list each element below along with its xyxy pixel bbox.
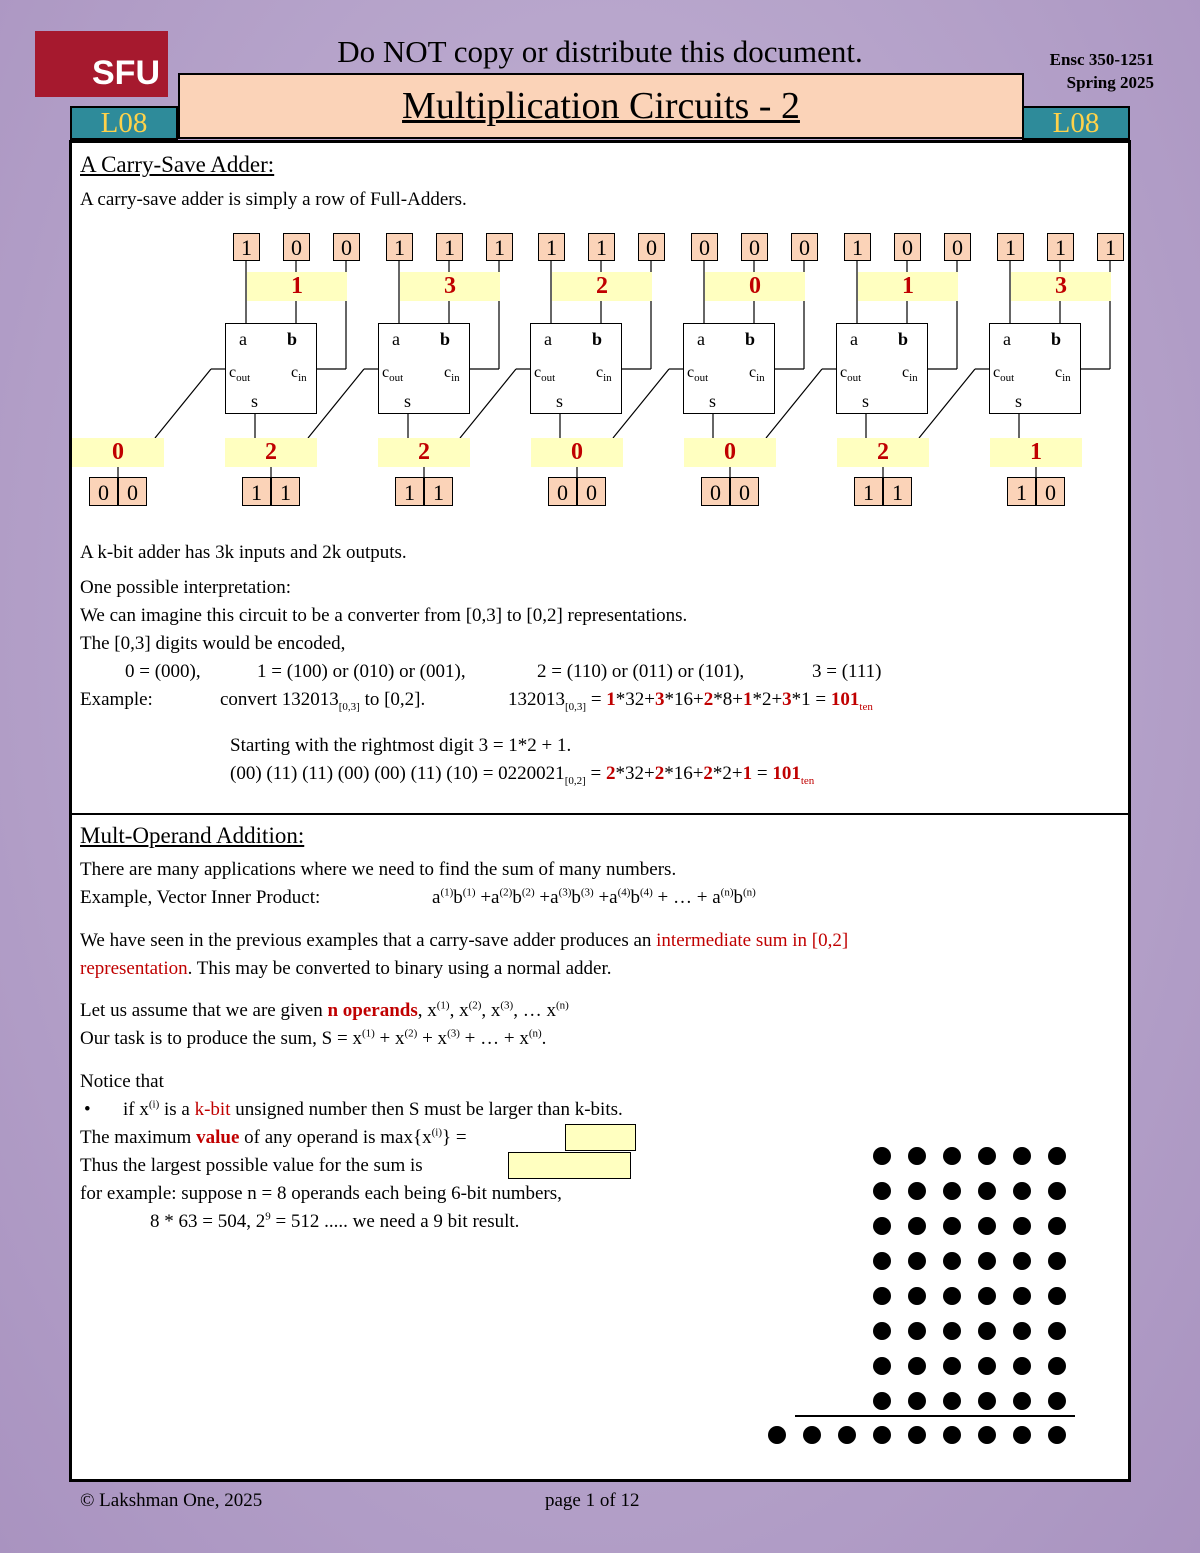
- operand-dot: [873, 1322, 891, 1340]
- operand-dot: [1048, 1217, 1066, 1235]
- operand-dot: [1013, 1182, 1031, 1200]
- input-bit: 0: [944, 233, 971, 261]
- csa-heading: A Carry-Save Adder:: [80, 152, 275, 177]
- fa-label-s: s: [556, 391, 564, 411]
- moa-line-3: We have seen in the previous examples that a carry-save adder produces an intermediate sum in [0,2]: [80, 930, 849, 951]
- operand-dot: [978, 1357, 996, 1375]
- result-dot: [978, 1426, 996, 1444]
- fa-label-cout: $c_{out}$: [687, 364, 709, 385]
- pairs-term-digit: 2: [654, 763, 665, 784]
- operand-dot: [978, 1392, 996, 1410]
- encoding-1: 1 = (100) or (010) or (001),: [257, 661, 466, 682]
- input-digit: 0: [749, 273, 761, 299]
- footer-copyright: © Lakshman One, 2025: [80, 1490, 263, 1511]
- fa-label-cout: $c_{out}$: [229, 364, 251, 385]
- output-bit: 1: [242, 477, 271, 506]
- operand-dot: [873, 1252, 891, 1270]
- max-answer-box[interactable]: [565, 1124, 636, 1151]
- moa-line-4: Let us assume that we are given n operands, $x^{(1)}$, $x^{(2)}$, $x^{(3)}$, … $x^{(n)}$: [80, 999, 569, 1021]
- result-dot: [838, 1426, 856, 1444]
- interp-line: One possible interpretation:: [80, 577, 292, 598]
- fa-label-cin: $c_{in}$: [444, 364, 460, 385]
- operand-dot: [1013, 1392, 1031, 1410]
- input-bit: 1: [538, 233, 565, 261]
- operand-dot: [908, 1357, 926, 1375]
- copy-notice: Do NOT copy or distribute this document.: [337, 34, 863, 69]
- moa-heading: Mult-Operand Addition:: [80, 823, 305, 848]
- operand-dot: [1048, 1182, 1066, 1200]
- result-dot: [1013, 1426, 1031, 1444]
- operand-dot: [1048, 1147, 1066, 1165]
- moa-line-5: Our task is to produce the sum, $S = x^{(1)} + x^{(2)} + x^{(3)}$ + … + $x^{(n)}$.: [80, 1027, 547, 1049]
- output-bit: 0: [577, 477, 606, 506]
- moa-inner-product-label: Example, Vector Inner Product:: [80, 887, 321, 908]
- input-bit: 1: [1097, 233, 1124, 261]
- operand-dot: [943, 1147, 961, 1165]
- operand-dot: [978, 1147, 996, 1165]
- operand-dot: [1013, 1322, 1031, 1340]
- operand-dot: [1013, 1287, 1031, 1305]
- input-bit: 1: [386, 233, 413, 261]
- operand-dot: [908, 1287, 926, 1305]
- pairs-term-digit: 2: [605, 763, 616, 784]
- wire-cout: [155, 369, 211, 438]
- fa-label-cout: $c_{out}$: [382, 364, 404, 385]
- operand-dot: [873, 1392, 891, 1410]
- operand-dot: [908, 1252, 926, 1270]
- input-bit: 1: [844, 233, 871, 261]
- input-bit: 0: [691, 233, 718, 261]
- output-digit: 2: [877, 439, 889, 465]
- input-digit: 2: [596, 273, 608, 299]
- pairs-equation: (00) (11) (11) (00) (00) (11) $(10) = 0220021_{[0,2]} = 2*32+2*16+2*2+1 = 101_{ten}$: [230, 763, 815, 787]
- fa-label-b: b: [287, 329, 298, 349]
- fa-label-cin: $c_{in}$: [749, 364, 765, 385]
- operand-dot: [1013, 1217, 1031, 1235]
- footer-page: page 1 of 12: [545, 1490, 640, 1511]
- operand-dot: [908, 1392, 926, 1410]
- operand-dot: [943, 1357, 961, 1375]
- input-bit: 1: [588, 233, 615, 261]
- output-digit: 2: [265, 439, 277, 465]
- output-digit: 1: [1030, 439, 1042, 465]
- converter-line: We can imagine this circuit to be a converter from [0,3] to [0,2] representations.: [80, 605, 688, 626]
- start-line: Starting with the rightmost digit 3 = 1*2 + 1.: [230, 735, 572, 756]
- fa-label-s: s: [404, 391, 412, 411]
- fa-label-a: a: [1003, 329, 1011, 349]
- lecture-badge-left: L08: [70, 106, 178, 140]
- output-bit: 1: [883, 477, 912, 506]
- example-convert: convert $132013_{[0,3]}$ to [0,2].: [220, 689, 426, 713]
- moa-line-1: There are many applications where we need to find the sum of many numbers.: [80, 859, 677, 880]
- operand-dot: [943, 1252, 961, 1270]
- input-digit: 3: [444, 273, 456, 299]
- sfu-logo: SFU: [35, 31, 168, 97]
- output-bit: 0: [89, 477, 118, 506]
- output-digit: 0: [724, 439, 736, 465]
- calc-line: 8 * 63 = 504, $2^9 = 512$ ..... we need a 9 bit result.: [150, 1210, 520, 1232]
- fa-label-a: a: [239, 329, 247, 349]
- input-digit: 1: [902, 273, 914, 299]
- input-bit: 0: [791, 233, 818, 261]
- fa-label-cin: $c_{in}$: [902, 364, 918, 385]
- inner-product-formula: $a^{(1)}b^{(1)} +a^{(2)}b^{(2)} +a^{(3)}b^{(3)} +a^{(4)}b^{(4)}$ + … + $a^{(n)}b^{(n)}$: [432, 886, 756, 908]
- operand-dot: [1013, 1147, 1031, 1165]
- operand-dot: [1048, 1357, 1066, 1375]
- ex-term-digit: 1: [606, 689, 616, 710]
- input-bit: 0: [741, 233, 768, 261]
- fa-label-a: a: [392, 329, 400, 349]
- example-label: Example:: [80, 689, 153, 710]
- kbit-line: A k-bit adder has 3k inputs and 2k outputs.: [80, 542, 407, 563]
- output-bit: 0: [701, 477, 730, 506]
- operand-dot: [873, 1217, 891, 1235]
- operand-dot: [1013, 1357, 1031, 1375]
- operand-dot: [873, 1182, 891, 1200]
- result-dot: [943, 1426, 961, 1444]
- output-bit: 1: [854, 477, 883, 506]
- example-equation: $132013_{[0,3]} = 1*32+3*16+2*8+1*2+3*1 = 101_{ten}$: [508, 689, 873, 713]
- bullet-line: if $x^{(i)}$ is a k-bit unsigned number then S must be larger than k-bits.: [123, 1098, 623, 1120]
- fa-label-cin: $c_{in}$: [596, 364, 612, 385]
- input-bit: 0: [283, 233, 310, 261]
- input-digit: 3: [1055, 273, 1067, 299]
- result-dot: [803, 1426, 821, 1444]
- fa-label-cout: $c_{out}$: [993, 364, 1015, 385]
- output-digit: 2: [418, 439, 430, 465]
- sum-line: Thus the largest possible value for the sum is: [80, 1155, 423, 1176]
- ex-term-digit: 2: [703, 689, 714, 710]
- operand-dot: [978, 1322, 996, 1340]
- operand-dot: [1048, 1287, 1066, 1305]
- fa-label-cin: $c_{in}$: [1055, 364, 1071, 385]
- operand-dot: [873, 1357, 891, 1375]
- operand-dot: [873, 1147, 891, 1165]
- operand-dot: [1048, 1252, 1066, 1270]
- fa-label-b: b: [1051, 329, 1062, 349]
- fa-label-b: b: [898, 329, 909, 349]
- fa-label-s: s: [862, 391, 870, 411]
- input-bit: 0: [894, 233, 921, 261]
- operand-dot: [978, 1287, 996, 1305]
- input-bit: 1: [233, 233, 260, 261]
- section-divider: [72, 813, 1129, 815]
- fa-label-s: s: [251, 391, 259, 411]
- ex-term-digit: 3: [655, 689, 665, 710]
- operand-dot: [943, 1287, 961, 1305]
- input-digit: 1: [291, 273, 303, 299]
- operand-dot: [1048, 1322, 1066, 1340]
- output-digit: 0: [112, 439, 124, 465]
- operand-dot: [943, 1322, 961, 1340]
- operand-dot: [908, 1322, 926, 1340]
- ex-term-digit: 3: [782, 689, 792, 710]
- fa-label-cout: $c_{out}$: [534, 364, 556, 385]
- operand-dot: [978, 1217, 996, 1235]
- encoding-3: 3 = (111): [812, 661, 882, 682]
- notice-that: Notice that: [80, 1071, 164, 1092]
- operand-dot: [1048, 1392, 1066, 1410]
- input-bit: 0: [333, 233, 360, 261]
- input-bit: 1: [1047, 233, 1074, 261]
- fa-label-a: a: [544, 329, 552, 349]
- output-bit: 0: [548, 477, 577, 506]
- output-bit: 1: [424, 477, 453, 506]
- result-dot: [768, 1426, 786, 1444]
- encoding-2: 2 = (110) or (011) or (101),: [537, 661, 745, 682]
- input-bit: 1: [997, 233, 1024, 261]
- operand-dot: [978, 1252, 996, 1270]
- moa-line-3b: representation. This may be converted to binary using a normal adder.: [80, 958, 612, 979]
- sum-answer-box[interactable]: [508, 1152, 631, 1179]
- operand-dot: [1013, 1252, 1031, 1270]
- operand-dot: [943, 1182, 961, 1200]
- max-line: The maximum value of any operand is $\max\{x^{(i)}\}$ =: [80, 1126, 467, 1148]
- fa-label-b: b: [745, 329, 756, 349]
- encoded-line: The [0,3] digits would be encoded,: [80, 633, 346, 654]
- input-bit: 1: [486, 233, 513, 261]
- operand-dot: [908, 1217, 926, 1235]
- fa-label-cout: $c_{out}$: [840, 364, 862, 385]
- result-dot: [873, 1426, 891, 1444]
- course-code: Ensc 350-1251: [1049, 50, 1154, 69]
- pairs-term-digit: 2: [703, 763, 713, 784]
- output-digit: 0: [571, 439, 583, 465]
- sum-line-rule: [795, 1415, 1075, 1417]
- operand-dot: [908, 1182, 926, 1200]
- result-dot: [1048, 1426, 1066, 1444]
- output-bit: 1: [271, 477, 300, 506]
- pairs-term-digit: 1: [742, 763, 753, 784]
- operand-dot: [908, 1147, 926, 1165]
- operand-dot: [873, 1287, 891, 1305]
- output-bit: 1: [1007, 477, 1036, 506]
- input-bit: 0: [638, 233, 665, 261]
- for-example-line: for example: suppose n = 8 operands each being 6-bit numbers,: [80, 1183, 562, 1204]
- output-bit: 0: [1036, 477, 1065, 506]
- result-dot: [908, 1426, 926, 1444]
- input-bit: 1: [436, 233, 463, 261]
- course-term: Spring 2025: [1066, 73, 1154, 92]
- fa-label-a: a: [850, 329, 858, 349]
- output-bit: 1: [395, 477, 424, 506]
- csa-intro: A carry-save adder is simply a row of Full-Adders.: [80, 189, 467, 210]
- lecture-badge-right: L08: [1022, 106, 1130, 140]
- fa-label-cin: $c_{in}$: [291, 364, 307, 385]
- page-title: Multiplication Circuits - 2: [178, 73, 1024, 139]
- output-bit: 0: [730, 477, 759, 506]
- fa-label-b: b: [440, 329, 451, 349]
- operand-dot: [978, 1182, 996, 1200]
- fa-label-b: b: [592, 329, 603, 349]
- encoding-0: 0 = (000),: [125, 661, 201, 682]
- fa-label-s: s: [1015, 391, 1023, 411]
- fa-label-a: a: [697, 329, 705, 349]
- operand-dot: [943, 1392, 961, 1410]
- fa-label-s: s: [709, 391, 717, 411]
- output-bit: 0: [118, 477, 147, 506]
- operand-dot: [943, 1217, 961, 1235]
- bullet-dot: •: [84, 1099, 91, 1120]
- ex-term-digit: 1: [742, 689, 753, 710]
